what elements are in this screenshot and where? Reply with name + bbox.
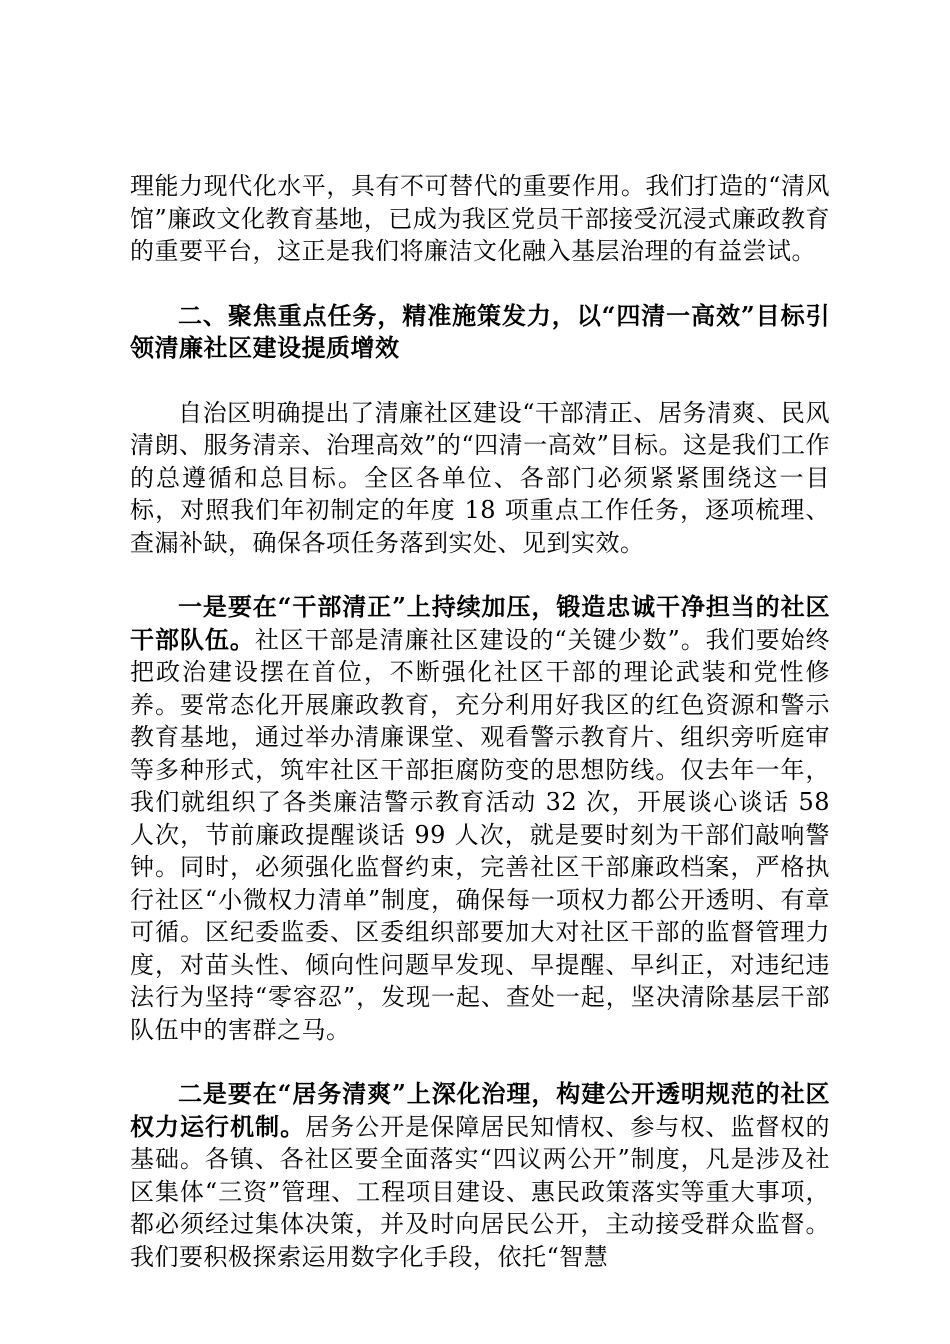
paragraph-lead-text: 二是要在“居务清爽”上深化治理，构建公开透明规范的社区权力运行机制。 xyxy=(130,1079,830,1141)
paragraph-cadre-integrity xyxy=(130,591,830,1046)
section-heading: 二、聚焦重点任务，精准施策发力，以“四清一高效”目标引领清廉社区建设提质增效 xyxy=(130,300,830,362)
paragraph-affairs-transparency xyxy=(130,1078,830,1273)
document-body xyxy=(130,170,830,1305)
paragraph-body-text: 居务公开是保障居民知情权、参与权、监督权的基础。各镇、各社区要全面落实“四议两公开”制度，凡是涉及社区集体“三资”管理、工程项目建设、惠民政策落实等重大事项，都必须经过集体决策，并及时向居民公开，主动接受群众监督。我们要积极探索运用数字化手段，依托“智慧 xyxy=(130,1112,831,1271)
paragraph-body-text: 社区干部是清廉社区建设的“关键少数”。我们要始终把政治建设摆在首位，不断强化社区干部的理论武装和党性修养。要常态化开展廉政教育，充分利用好我区的红色资源和警示教育基地，通过举办清廉课堂、观看警示教育片、组织旁听庭审等多种形式，筑牢社区干部拒腐防变的思想防线。仅去年一年，我们就组织了各类廉洁警示教育活动 32 次，开展谈心谈话 58 人次，节前廉政提醒谈话 99 人次，就是要时刻为干部们敲响警钟。同时，必须强化监督约束，完善社区干部廉政档案，严格执行社区“小微权力清单”制度，确保每一项权力都公开透明、有章可循。区纪委监委、区委组织部要加大对社区干部的监督管理力度，对苗头性、倾向性问题早发现、早提醒、早纠正，对违纪违法行为坚持“零容忍”，发现一起、查处一起，坚决清除基层干部队伍中的害群之马。 xyxy=(130,625,831,1044)
paragraph-lead-text: 一是要在“干部清正”上持续加压，锻造忠诚干净担当的社区干部队伍。 xyxy=(130,592,830,654)
paragraph-continuation: 理能力现代化水平，具有不可替代的重要作用。我们打造的“清风馆”廉政文化教育基地，已成为我区党员干部接受沉浸式廉政教育的重要平台，这正是我们将廉洁文化融入基层治理的有益尝试。 xyxy=(130,172,830,265)
paragraph-goals: 自治区明确提出了清廉社区建设“干部清正、居务清爽、民风清朗、服务清亲、治理高效”的“四清一高效”目标。这是我们工作的总遵循和总目标。全区各单位、各部门必须紧紧围绕这一目标，对照我们年初制定的年度 18 项重点工作任务，逐项梳理、查漏补缺，确保各项任务落到实处、见到实效。 xyxy=(130,398,830,557)
